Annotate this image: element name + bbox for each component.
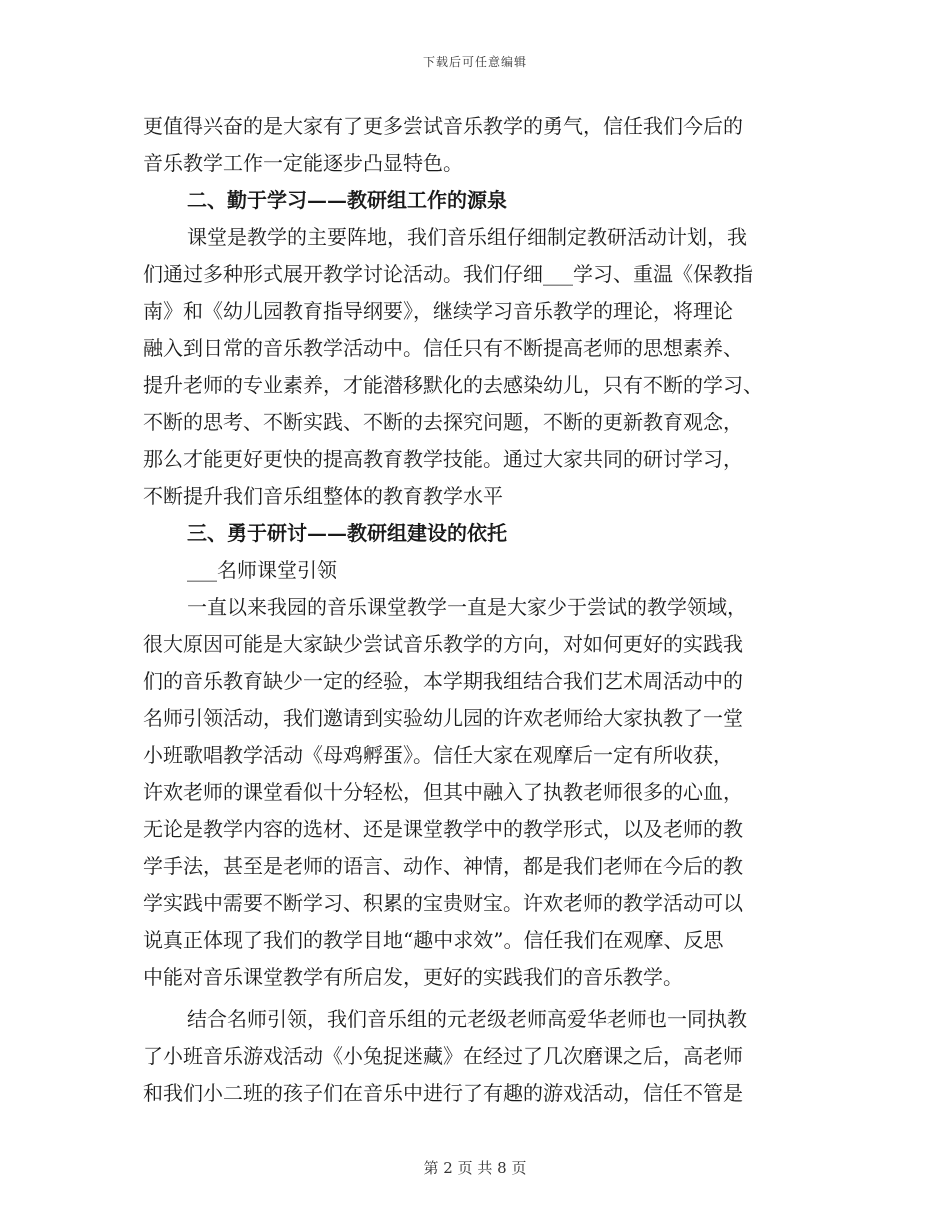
paragraph-line: 课堂是教学的主要阵地，我们音乐组仔细制定教研活动计划，我	[187, 225, 747, 249]
paragraph-line: 无论是教学内容的选材、还是课堂教学中的教学形式，以及老师的教	[143, 817, 743, 841]
section-heading: 三、勇于研讨——教研组建设的依托	[187, 521, 507, 545]
paragraph-line: 很大原因可能是大家缺少尝试音乐教学的方向，对如何更好的实践我	[143, 632, 743, 656]
paragraph-line: 南》和《幼儿园教育指导纲要》，继续学习音乐教学的理论，将理论	[143, 299, 733, 323]
paragraph-line: 不断提升我们音乐组整体的教育教学水平	[143, 484, 503, 508]
page-footer: 第 2 页 共 8 页	[423, 1159, 527, 1177]
paragraph-line: 了小班音乐游戏活动《小兔捉迷藏》在经过了几次磨课之后，高老师	[143, 1044, 743, 1068]
paragraph-line: 提升老师的专业素养，才能潜移默化的去感染幼儿，只有不断的学习、	[143, 373, 763, 397]
paragraph-line: 中能对音乐课堂教学有所启发，更好的实践我们的音乐教学。	[143, 965, 683, 989]
paragraph-line: 一直以来我园的音乐课堂教学一直是大家少于尝试的教学领域，	[187, 595, 747, 619]
paragraph-line: 结合名师引领，我们音乐组的元老级老师高爱华老师也一同执教	[187, 1007, 747, 1031]
paragraph-line: 学实践中需要不断学习、积累的宝贵财宝。许欢老师的教学活动可以	[143, 891, 743, 915]
paragraph-line: 学手法，甚至是老师的语言、动作、神情，都是我们老师在今后的教	[143, 854, 743, 878]
paragraph-line: 音乐教学工作一定能逐步凸显特色。	[143, 151, 463, 175]
paragraph-line: 名师引领活动，我们邀请到实验幼儿园的许欢老师给大家执教了一堂	[143, 706, 743, 730]
paragraph-line: 更值得兴奋的是大家有了更多尝试音乐教学的勇气，信任我们今后的	[143, 114, 743, 138]
document-body	[143, 108, 803, 1112]
paragraph-line: 们的音乐教育缺少一定的经验，本学期我组结合我们艺术周活动中的	[143, 669, 743, 693]
paragraph-line: 不断的思考、不断实践、不断的去探究问题，不断的更新教育观念，	[143, 410, 743, 434]
paragraph-line: 许欢老师的课堂看似十分轻松，但其中融入了执教老师很多的心血，	[143, 780, 743, 804]
paragraph-line: 融入到日常的音乐教学活动中。信任只有不断提高老师的思想素养、	[143, 336, 743, 360]
section-heading: 二、勤于学习——教研组工作的源泉	[187, 188, 507, 212]
paragraph-line: 小班歌唱教学活动《母鸡孵蛋》。信任大家在观摩后一定有所收获，	[143, 743, 733, 767]
page-header: 下载后可任意编辑	[422, 55, 527, 69]
paragraph-line: 那么才能更好更快的提高教育教学技能。通过大家共同的研讨学习，	[143, 447, 743, 471]
paragraph-line: 说真正体现了我们的教学目地“趣中求效”。信任我们在观摩、反思	[143, 928, 724, 952]
paragraph-line: 们通过多种形式展开教学讨论活动。我们仔细___学习、重温《保教指	[143, 262, 753, 286]
paragraph-line: 和我们小二班的孩子们在音乐中进行了有趣的游戏活动，信任不管是	[143, 1081, 743, 1105]
subsection-heading: ___名师课堂引领	[187, 558, 337, 582]
